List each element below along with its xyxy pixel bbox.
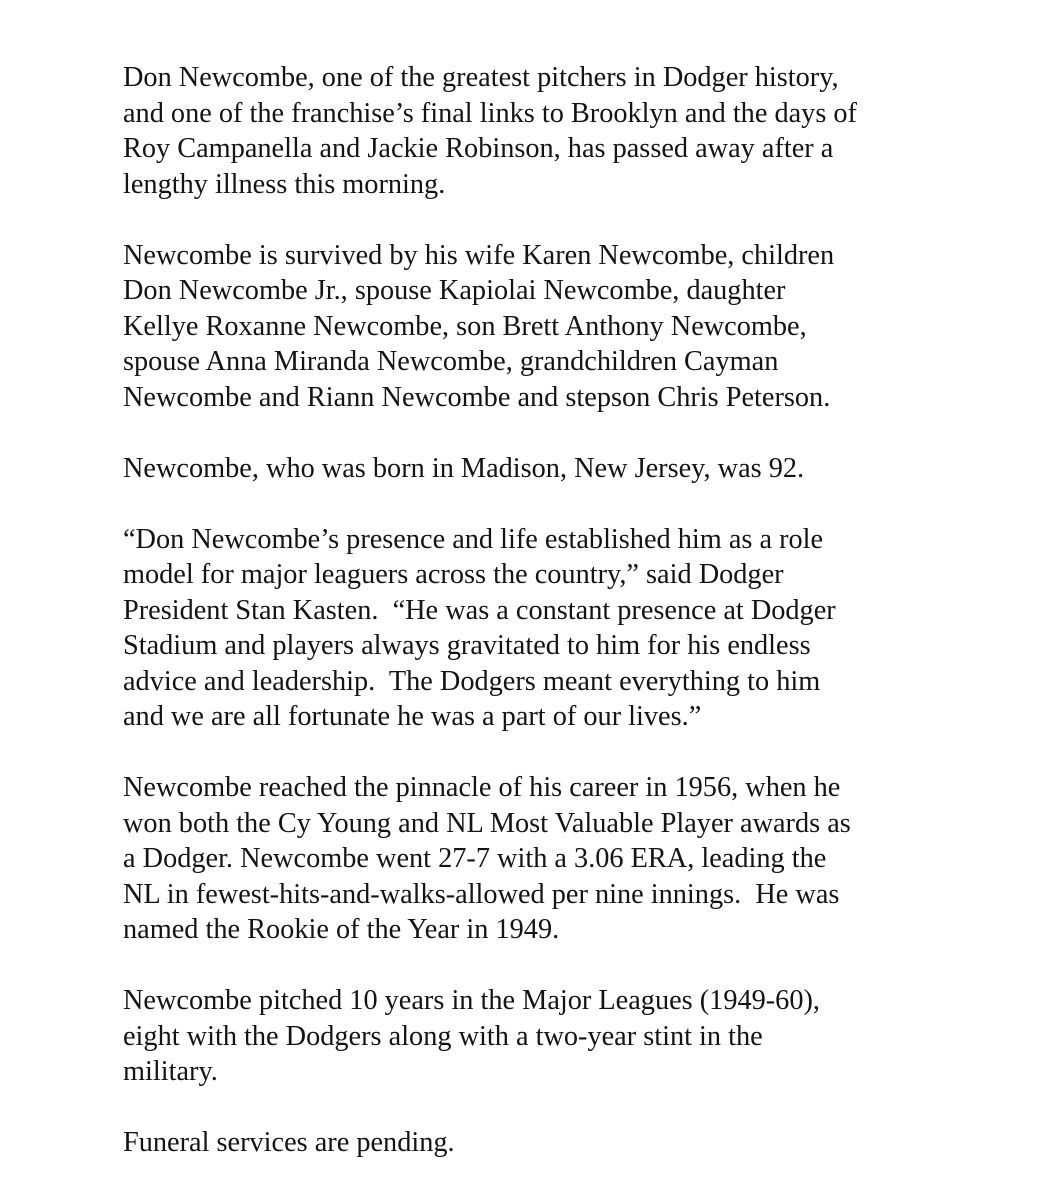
text-line: “Don Newcombe’s presence and life established him as a role bbox=[123, 523, 824, 555]
paragraph-career-span bbox=[123, 983, 983, 1090]
text-line: a Dodger. Newcombe went 27-7 with a 3.06 ERA, leading the bbox=[123, 843, 827, 874]
text-line: Newcombe is survived by his wife Karen Newcombe, children bbox=[123, 239, 835, 271]
text-line: Don Newcombe, one of the greatest pitchers in Dodger history, bbox=[123, 62, 839, 93]
text-line: spouse Anna Miranda Newcombe, grandchildren Cayman bbox=[123, 346, 779, 377]
text-line: Don Newcombe Jr., spouse Kapiolai Newcombe, daughter bbox=[123, 275, 786, 306]
text-line: NL in fewest-hits-and-walks-allowed per nine innings. He was bbox=[123, 878, 840, 910]
text-line: and one of the franchise’s final links to Brooklyn and the days of bbox=[123, 97, 857, 129]
text-line: Kellye Roxanne Newcombe, son Brett Anthony Newcombe, bbox=[123, 310, 807, 342]
text-line: and we are all fortunate he was a part of our lives.” bbox=[123, 701, 702, 732]
press-release-document bbox=[123, 60, 983, 1196]
paragraph-quote bbox=[123, 522, 983, 735]
text-line: won both the Cy Young and NL Most Valuable Player awards as bbox=[123, 807, 851, 839]
paragraph-survivors bbox=[123, 238, 983, 416]
text-line: Newcombe and Riann Newcombe and stepson Chris Peterson. bbox=[123, 381, 831, 413]
text-line: model for major leaguers across the country,” said Dodger bbox=[123, 559, 784, 590]
paragraph-announcement bbox=[123, 60, 983, 202]
text-line: Newcombe, who was born in Madison, New Jersey, was 92. bbox=[123, 452, 805, 484]
text-line: lengthy illness this morning. bbox=[123, 168, 446, 200]
text-line: Newcombe reached the pinnacle of his career in 1956, when he bbox=[123, 772, 841, 803]
text-line: President Stan Kasten. “He was a constant presence at Dodger bbox=[123, 594, 836, 626]
text-line: Roy Campanella and Jackie Robinson, has passed away after a bbox=[123, 133, 834, 164]
text-line: eight with the Dodgers along with a two-year stint in the bbox=[123, 1020, 763, 1052]
paragraph-birthplace bbox=[123, 451, 983, 487]
text-line: Stadium and players always gravitated to him for his endless bbox=[123, 630, 811, 661]
paragraph-career-peak bbox=[123, 770, 983, 948]
text-line: advice and leadership. The Dodgers meant everything to him bbox=[123, 665, 821, 697]
text-line: Newcombe pitched 10 years in the Major Leagues (1949-60), bbox=[123, 985, 820, 1016]
text-line: Funeral services are pending. bbox=[123, 1127, 455, 1158]
text-line: named the Rookie of the Year in 1949. bbox=[123, 914, 560, 945]
text-line: military. bbox=[123, 1056, 218, 1087]
paragraph-funeral bbox=[123, 1125, 983, 1161]
